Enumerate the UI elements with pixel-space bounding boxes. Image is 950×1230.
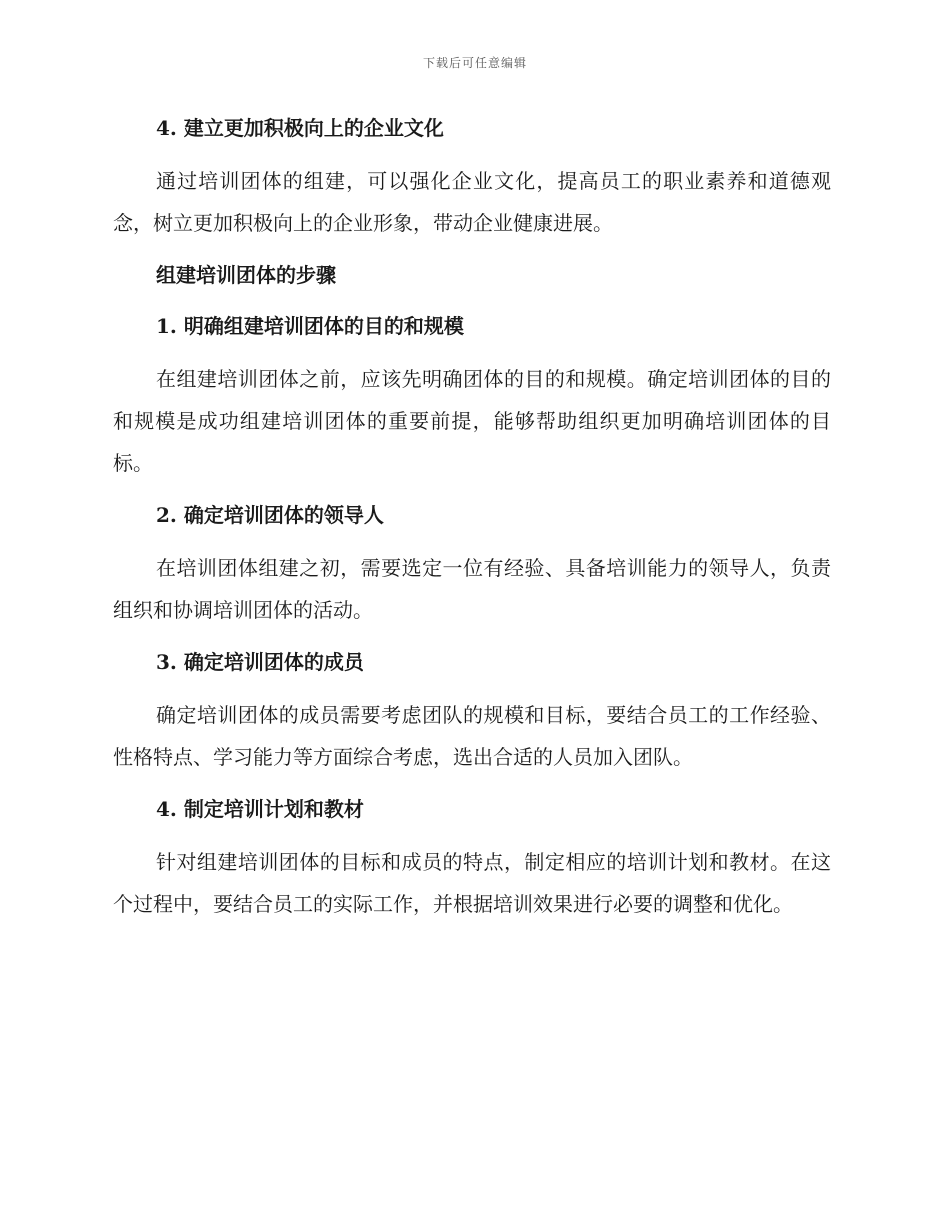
section-heading-purpose-scale: 1. 明确组建培训团体的目的和规模 xyxy=(156,314,464,338)
section-heading-steps: 组建培训团体的步骤 xyxy=(156,263,336,287)
page-header: 下载后可任意编辑 xyxy=(422,56,527,70)
section-heading-leader: 2. 确定培训团体的领导人 xyxy=(156,503,384,527)
section-heading-training-plan: 4. 制定培训计划和教材 xyxy=(156,797,364,821)
section-paragraph-members: 确定培训团体的成员需要考虑团队的规模和目标，要结合员工的工作经验、性格特点、学习能力等方面综合考虑，选出合适的人员加入团队。 xyxy=(113,703,831,769)
section-paragraph-purpose-scale: 在组建培训团体之前，应该先明确团体的目的和规模。确定培训团体的目的和规模是成功组建培训团体的重要前提，能够帮助组织更加明确培训团体的目标。 xyxy=(113,367,831,475)
section-heading-members: 3. 确定培训团体的成员 xyxy=(156,650,364,674)
document-body xyxy=(113,108,831,925)
section-paragraph-leader: 在培训团体组建之初，需要选定一位有经验、具备培训能力的领导人，负责组织和协调培训团体的活动。 xyxy=(113,556,831,622)
section-heading-culture: 4. 建立更加积极向上的企业文化 xyxy=(156,116,444,140)
section-paragraph-training-plan: 针对组建培训团体的目标和成员的特点，制定相应的培训计划和教材。在这个过程中，要结合员工的实际工作，并根据培训效果进行必要的调整和优化。 xyxy=(113,850,831,916)
section-paragraph-culture: 通过培训团体的组建，可以强化企业文化，提高员工的职业素养和道德观念，树立更加积极向上的企业形象，带动企业健康进展。 xyxy=(113,169,831,235)
